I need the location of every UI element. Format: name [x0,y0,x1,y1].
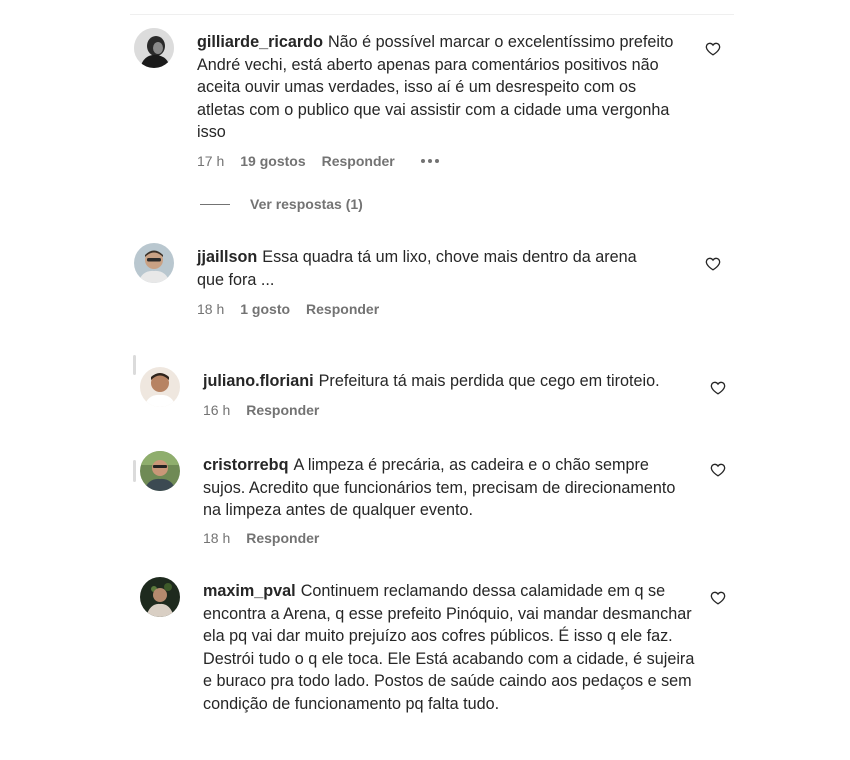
likes-count[interactable]: 1 gosto [240,301,291,317]
avatar[interactable] [134,243,174,283]
comment-text [203,454,683,522]
avatar[interactable] [140,451,180,491]
heart-icon[interactable] [710,462,726,478]
comment-meta [203,530,335,546]
avatar-image [140,367,180,407]
replies-line [200,204,230,205]
reply-button[interactable]: Responder [246,530,320,546]
top-divider [130,14,734,15]
timestamp[interactable]: 16 h [203,402,231,418]
avatar-image [134,28,174,68]
thread-line [133,355,136,375]
heart-icon[interactable] [710,590,726,606]
username[interactable]: cristorrebq [203,456,289,474]
comment-body: Não é possível marcar o excelentíssimo prefeito André vechi, está aberto apenas para comentários positivos não aceita ouvir umas verdades, isso aí é um desrespeito com os atletas com o publico que vai assistir com a cidade uma vergonha isso [197,33,674,141]
reply-button[interactable]: Responder [246,402,320,418]
comment-body: Prefeitura tá mais perdida que cego em tiroteio. [318,372,660,390]
timestamp[interactable]: 18 h [197,301,225,317]
comment-text [203,370,703,393]
likes-count[interactable]: 19 gostos [240,153,306,169]
avatar[interactable] [134,28,174,68]
timestamp[interactable]: 17 h [197,153,225,169]
reply-button[interactable]: Responder [306,301,380,317]
comment-body: Essa quadra tá um lixo, chove mais dentro da arena que fora ... [197,248,637,289]
timestamp[interactable]: 18 h [203,530,231,546]
username[interactable]: gilliarde_ricardo [197,33,323,51]
avatar-image [140,451,180,491]
heart-icon[interactable] [710,380,726,396]
avatar[interactable] [140,367,180,407]
avatar-image [134,243,174,283]
comment-body: A limpeza é precária, as cadeira e o chão sempre sujos. Acredito que funcionários tem, precisam de direcionamento na limpeza antes de qualquer evento. [203,456,676,519]
username[interactable]: maxim_pval [203,582,296,600]
avatar[interactable] [140,577,180,617]
reply-button[interactable]: Responder [321,153,395,169]
comment-meta [203,402,335,418]
heart-icon[interactable] [705,41,721,57]
thread-line [133,460,136,482]
username[interactable]: juliano.floriani [203,372,314,390]
comment-meta [197,153,439,169]
view-replies-label: Ver respostas (1) [250,196,363,212]
comment-body: Continuem reclamando dessa calamidade em q se encontra a Arena, q esse prefeito Pinóquio, vai mandar desmanchar ela pq vai dar muito prejuízo aos cofres públicos. É isso q ele faz. Destrói tudo o q ele toca. Ele Está acabando com a cidade, é sujeira e buraco pra todo lado. Postos de saúde caindo aos pedaços e sem condição de funcionamento pq falta tudo. [203,582,695,713]
avatar-image [140,577,180,617]
comment-text [203,580,695,715]
comment-text [197,246,667,291]
heart-icon[interactable] [705,256,721,272]
comment-text [197,31,685,144]
username[interactable]: jjaillson [197,248,258,266]
view-replies-button[interactable] [200,196,363,212]
more-options-icon[interactable] [421,159,439,163]
comment-meta [197,301,395,317]
